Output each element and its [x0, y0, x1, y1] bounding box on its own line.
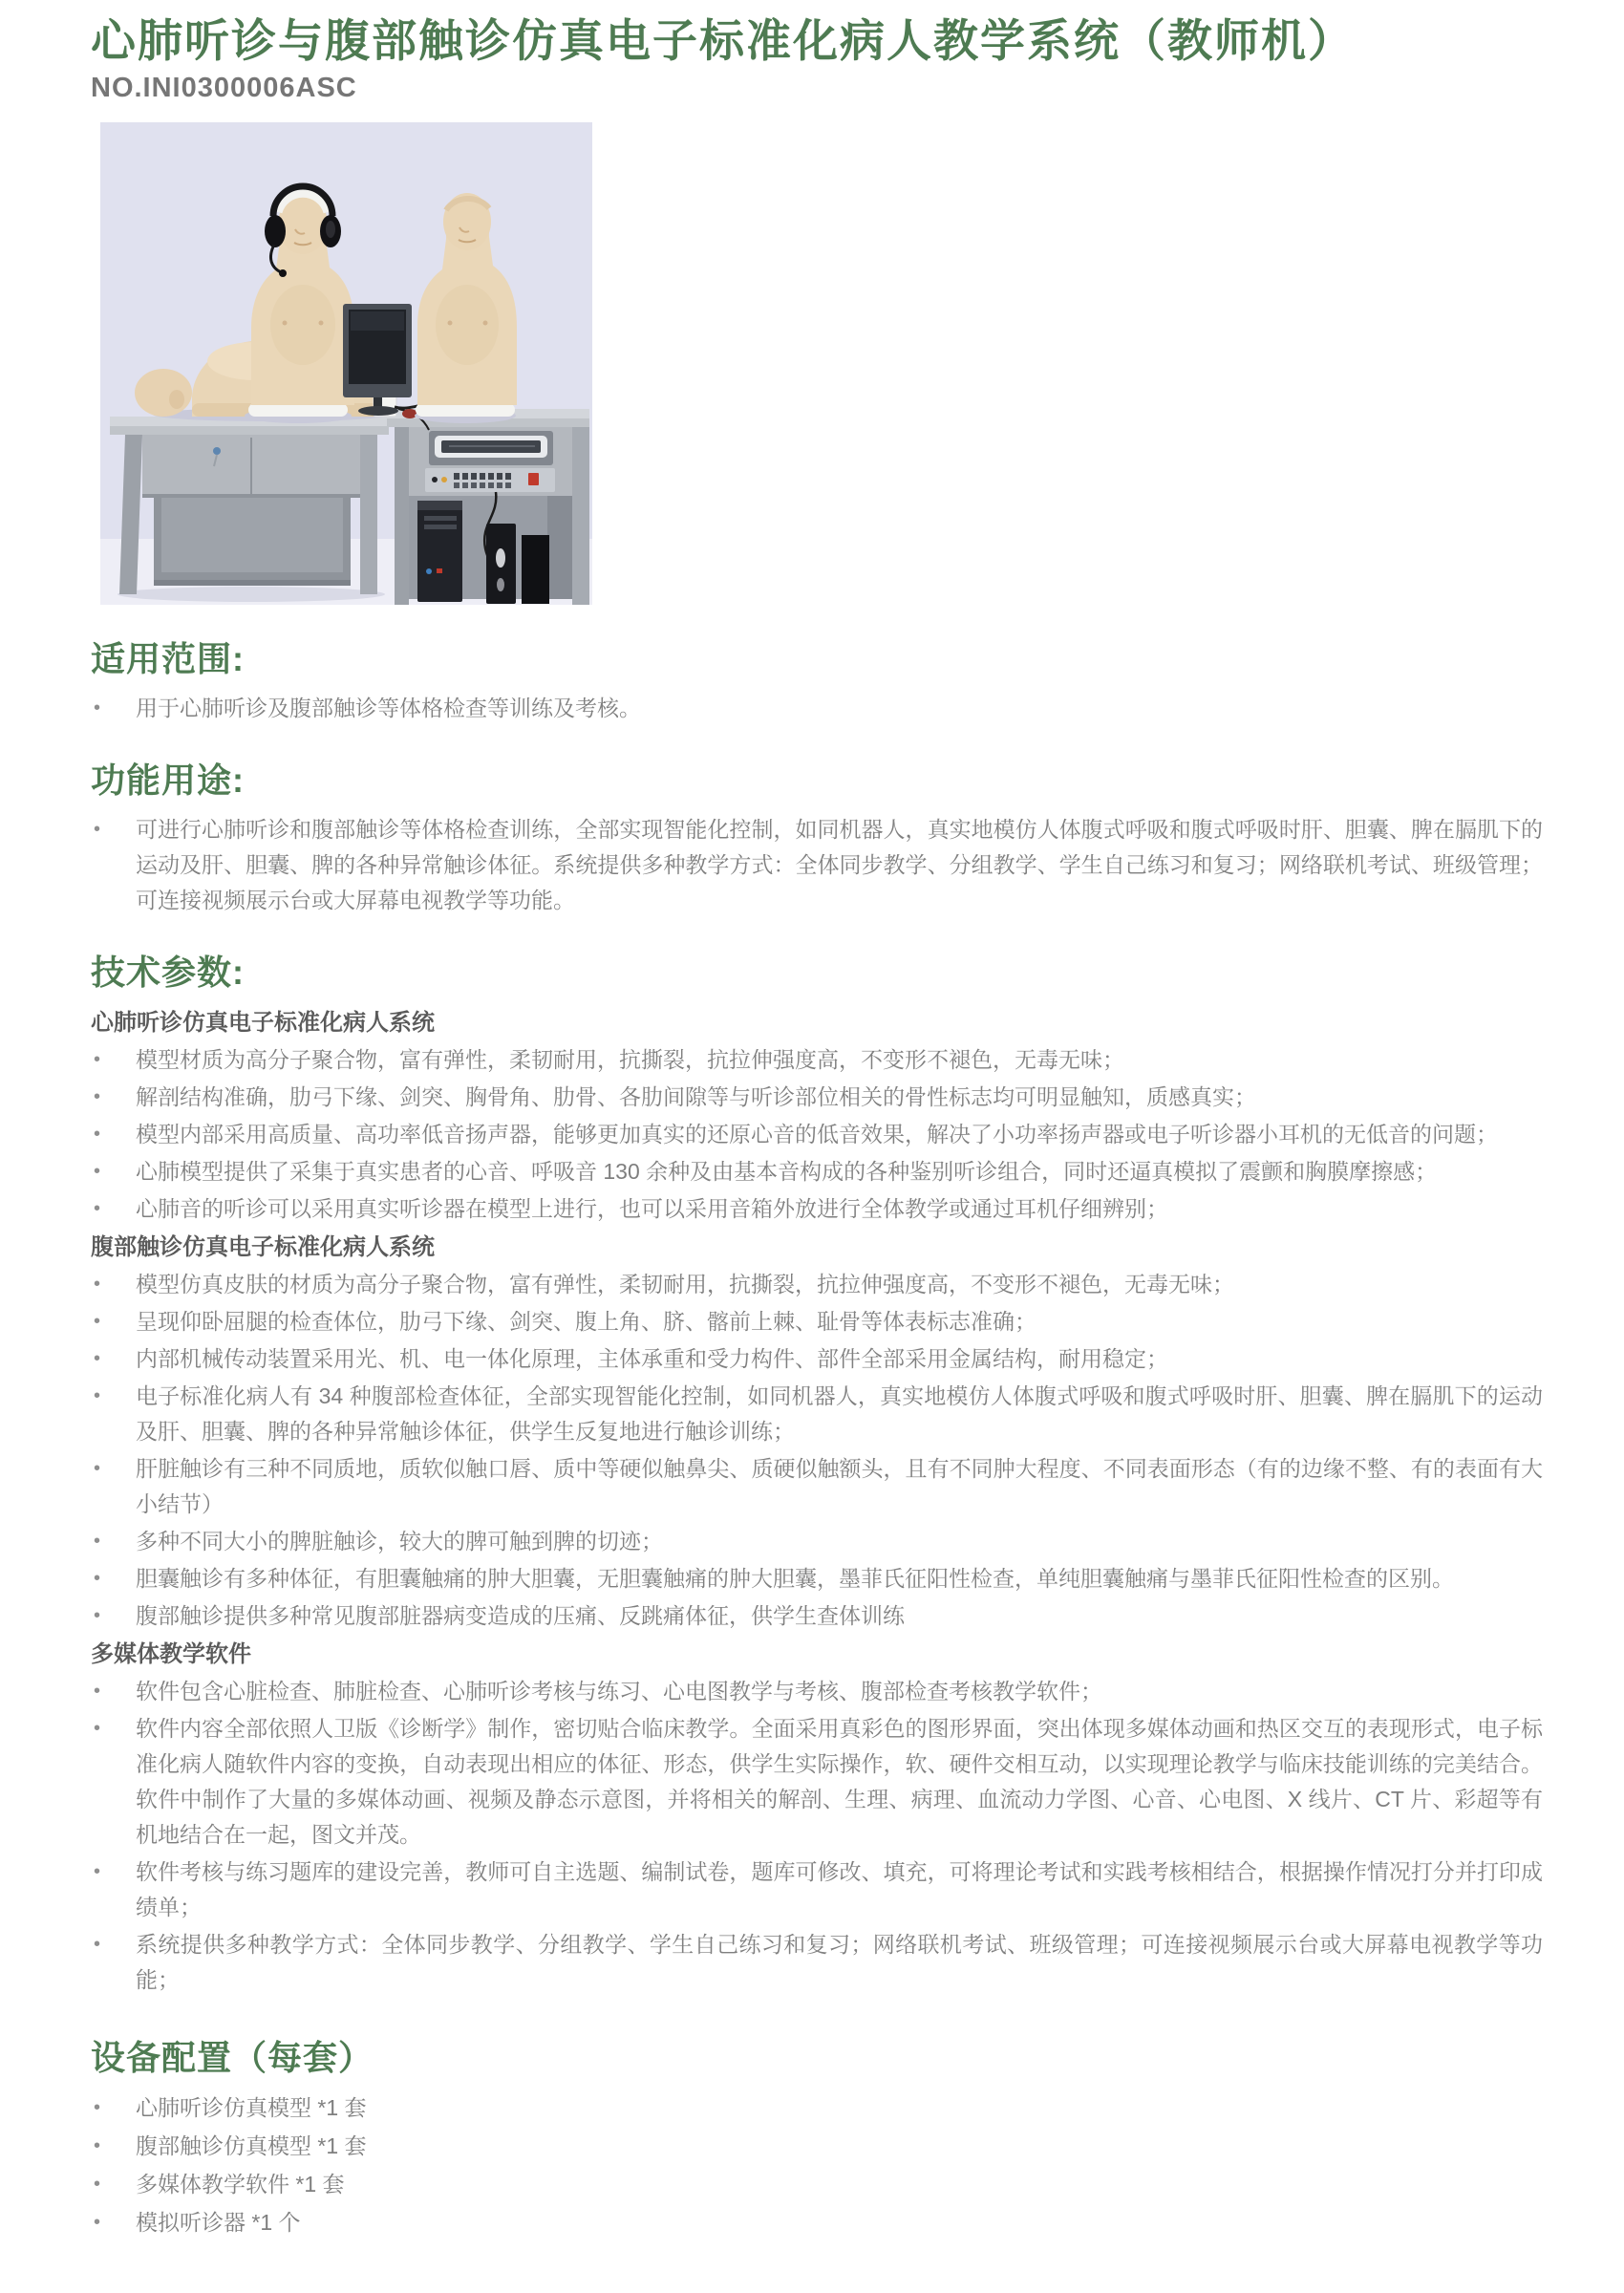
keyboard-tray [429, 431, 553, 465]
bullet-item: • 软件包含心脏检查、肺脏检查、心肺听诊考核与练习、心电图教学与考核、腹部检查考核教学软件； [91, 1674, 1543, 1709]
bullet-item: • 胆囊触诊有多种体征，有胆囊触痛的肿大胆囊，无胆囊触痛的肿大胆囊，墨菲氏征阳性检查，单纯胆囊触痛与墨菲氏征阳性检查的区别。 [91, 1561, 1543, 1597]
bullet-item: • 模型材质为高分子聚合物，富有弹性，柔韧耐用，抗撕裂，抗拉伸强度高，不变形不褪色，无毒无味； [91, 1042, 1543, 1078]
bullet-item: • 呈现仰卧屈腿的检查体位，肋弓下缘、剑突、腹上角、脐、髂前上棘、耻骨等体表标志准确； [91, 1304, 1543, 1339]
bullet-item: • 用于心肺听诊及腹部触诊等体格检查等训练及考核。 [91, 691, 1543, 726]
bullet-item: • 可进行心肺听诊和腹部触诊等体格检查训练，全部实现智能化控制，如同机器人，真实地模仿人体腹式呼吸和腹式呼吸时肝、胆囊、脾在膈肌下的运动及肝、胆囊、脾的各种异常触诊体征。系统提供多种教学方式：全体同步教学、分组教学、学生自己练习和复习；网络联机考试、班级管理；可连接视频展示台或大屏幕电视教学等功能。 [91, 812, 1543, 918]
microphone [279, 269, 287, 277]
equipment-list-item: • 心肺听诊仿真模型 *1 套 [91, 2089, 1543, 2127]
bullet-item: • 电子标准化病人有 34 种腹部检查体征，全部实现智能化控制，如同机器人，真实地模仿人体腹式呼吸和腹式呼吸时肝、胆囊、脾在膈肌下的运动及肝、胆囊、脾的各种异常触诊体征，供学生反复地进行触诊训练； [91, 1379, 1543, 1449]
section-heading-scope: 适用范围: [91, 639, 245, 678]
bullet-item: • 内部机械传动装置采用光、机、电一体化原理，主体承重和受力构件、部件全部采用金属结构，耐用稳定； [91, 1341, 1543, 1377]
section-tech-params [91, 951, 1543, 1998]
bullet-item: • 心肺音的听诊可以采用真实听诊器在模型上进行，也可以采用音箱外放进行全体教学或通过耳机仔细辨别； [91, 1191, 1543, 1227]
subheading-auscultation-system: 心肺听诊仿真电子标准化病人系统 [91, 1010, 435, 1036]
bullet-item: • 肝脏触诊有三种不同质地，质软似触口唇、质中等硬似触鼻尖、质硬似触额头，且有不同肿大程度、不同表面形态（有的边缘不整、有的表面有大小结节） [91, 1451, 1543, 1522]
equipment-list-item: • 模拟听诊器 *1 个 [91, 2204, 1543, 2241]
section-heading-equipment: 设备配置（每套） [91, 2038, 374, 2077]
bullet-item: • 多种不同大小的脾脏触诊，较大的脾可触到脾的切迹； [91, 1524, 1543, 1559]
bullet-item: • 心肺模型提供了采集于真实患者的心音、呼吸音 130 余种及由基本音构成的各种鉴别听诊组合，同时还逼真模拟了震颤和胸膜摩擦感； [91, 1154, 1543, 1189]
bullet-item: • 系统提供多种教学方式：全体同步教学、分组教学、学生自己练习和复习；网络联机考试、班级管理；可连接视频展示台或大屏幕电视教学等功能； [91, 1927, 1543, 1998]
bullet-item: • 模型仿真皮肤的材质为高分子聚合物，富有弹性，柔韧耐用，抗撕裂，抗拉伸强度高，不变形不褪色，无毒无味； [91, 1267, 1543, 1302]
teaching-desk-right [387, 409, 589, 605]
computer-tower [417, 501, 462, 602]
equipment-list-item: • 多媒体教学软件 *1 套 [91, 2166, 1543, 2203]
section-functions [91, 759, 1543, 918]
model-number: NO.INI0300006ASC [91, 73, 357, 103]
bullet-item: • 腹部触诊提供多种常见腹部脏器病变造成的压痛、反跳痛体征，供学生查体训练 [91, 1598, 1543, 1634]
subheading-multimedia-software: 多媒体教学软件 [91, 1641, 251, 1667]
control-panel [425, 468, 555, 492]
equipment-list-item: • 腹部触诊仿真模型 *1 套 [91, 2128, 1543, 2165]
bullet-item: • 软件考核与练习题库的建设完善，教师可自主选题、编制试卷，题库可修改、填充，可将理论考试和实践考核相结合，根据操作情况打分并打印成绩单； [91, 1854, 1543, 1925]
product-photo [100, 122, 592, 605]
computer-mouse [402, 409, 417, 418]
section-equipment [91, 2036, 1543, 2241]
section-heading-tech-params: 技术参数: [91, 953, 245, 992]
page-title: 心肺听诊与腹部触诊仿真电子标准化病人教学系统（教师机） [91, 15, 1355, 66]
section-heading-functions: 功能用途: [91, 761, 245, 800]
bullet-item: • 软件内容全部依照人卫版《诊断学》制作，密切贴合临床教学。全面采用真彩色的图形界面，突出体现多媒体动画和热区交互的表现形式，电子标准化病人随软件内容的变换，自动表现出相应的体征、形态，供学生实际操作，软、硬件交相互动，以实现理论教学与临床技能训练的完美结合。软件中制作了大量的多媒体动画、视频及静态示意图，并将相关的解剖、生理、病理、血流动力学图、心音、心电图、X 线片、CT 片、彩超等有机地结合在一起，图文并茂。 [91, 1711, 1543, 1853]
bullet-item: • 解剖结构准确，肋弓下缘、剑突、胸骨角、肋骨、各肋间隙等与听诊部位相关的骨性标志均可明显触知，质感真实； [91, 1080, 1543, 1115]
bullet-item: • 模型内部采用高质量、高功率低音扬声器，能够更加真实的还原心音的低音效果，解决了小功率扬声器或电子听诊器小耳机的无低音的问题； [91, 1117, 1543, 1152]
section-scope [91, 637, 1543, 726]
subheading-palpation-system: 腹部触诊仿真电子标准化病人系统 [91, 1234, 435, 1260]
